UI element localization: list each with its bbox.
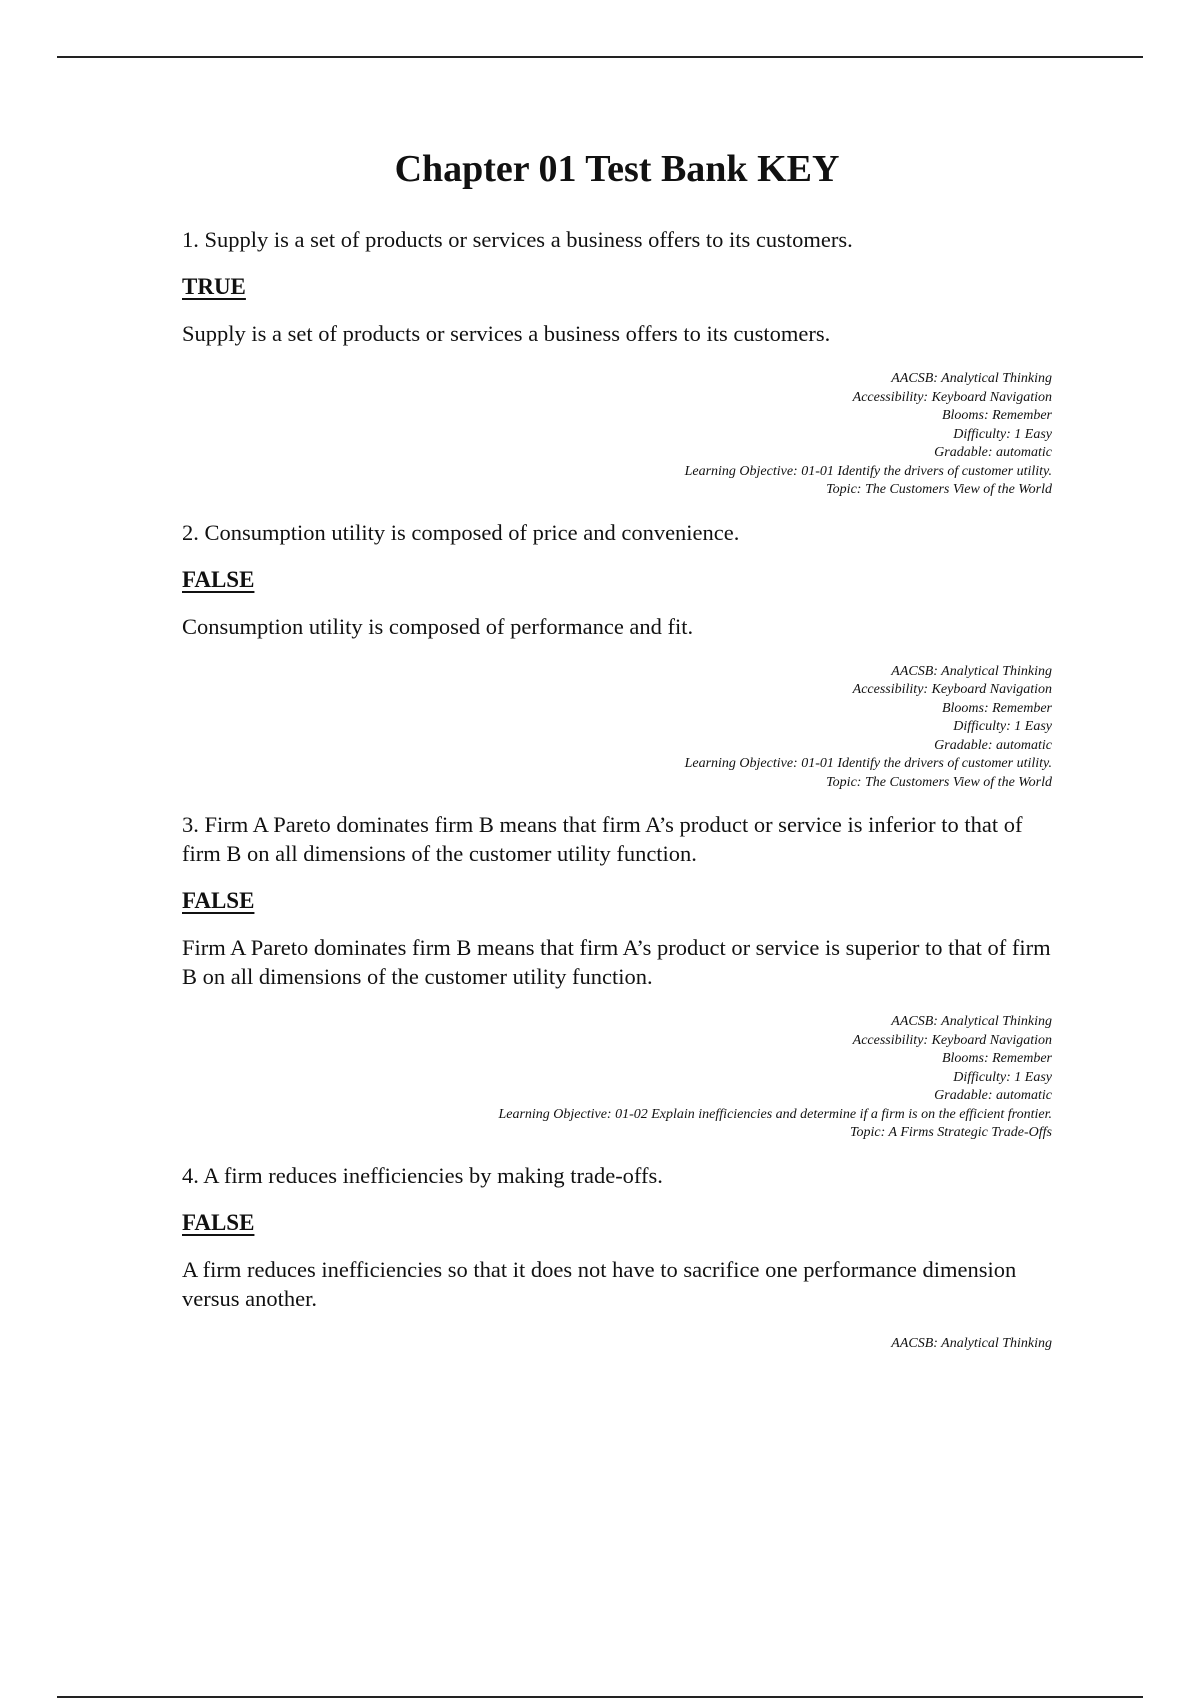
page-title: Chapter 01 Test Bank KEY (394, 148, 840, 190)
meta-accessibility: Accessibility: Keyboard Navigation (852, 1032, 1052, 1048)
meta-difficulty: Difficulty: 1 Easy (953, 426, 1052, 442)
meta-difficulty: Difficulty: 1 Easy (953, 719, 1052, 734)
meta-gradable: Gradable: automatic (934, 445, 1052, 460)
question-text: 3. Firm A Pareto dominates firm B means that firm A’s product or service is inferior to that of firm B on all dimensions of the customer utility function. (182, 812, 1023, 866)
question-text: 2. Consumption utility is composed of price and convenience. (182, 519, 740, 545)
meta-aacsb: AACSB: Analytical Thinking (891, 1335, 1052, 1351)
answer-label (182, 271, 1052, 303)
answer-value: FALSE (182, 1209, 255, 1235)
meta-gradable: Gradable: automatic (934, 737, 1052, 753)
question-metadata (182, 1013, 1052, 1143)
meta-accessibility: Accessibility: Keyboard Navigation (852, 682, 1052, 697)
explanation-text: Supply is a set of products or services a business offers to its customers. (182, 321, 831, 346)
answer-label (182, 885, 1052, 917)
meta-blooms: Blooms: Remember (941, 408, 1052, 423)
question-1 (182, 225, 1052, 500)
question-text: 1. Supply is a set of products or services a business offers to its customers. (182, 227, 853, 252)
meta-topic: Topic: The Customers View of the World (826, 774, 1052, 790)
meta-learning-objective: Learning Objective: 01-02 Explain inefficiencies and determine if a firm is on the efficient frontier. (498, 1106, 1052, 1122)
question-3 (182, 810, 1052, 1143)
explanation-text: Consumption utility is composed of performance and fit. (182, 613, 694, 639)
question-metadata (182, 370, 1052, 500)
meta-difficulty: Difficulty: 1 Easy (953, 1069, 1052, 1085)
question-metadata (182, 1335, 1052, 1354)
meta-blooms: Blooms: Remember (941, 700, 1052, 716)
question-text: 4. A firm reduces inefficiencies by making trade-offs. (182, 1162, 663, 1188)
question-2 (182, 518, 1052, 793)
explanation-text: A firm reduces inefficiencies so that it does not have to sacrifice one performance dimension versus another. (182, 1256, 1017, 1311)
question-metadata (182, 663, 1052, 793)
meta-topic: Topic: A Firms Strategic Trade-Offs (850, 1125, 1052, 1140)
answer-value: FALSE (182, 888, 255, 913)
meta-gradable: Gradable: automatic (934, 1088, 1052, 1103)
answer-label (182, 564, 1052, 596)
meta-learning-objective: Learning Objective: 01-01 Identify the drivers of customer utility. (684, 756, 1052, 771)
question-4 (182, 1161, 1052, 1354)
meta-learning-objective: Learning Objective: 01-01 Identify the drivers of customer utility. (684, 463, 1052, 479)
bottom-rule (57, 1696, 1143, 1698)
document-body (182, 138, 1052, 1371)
answer-value: TRUE (182, 274, 246, 299)
meta-aacsb: AACSB: Analytical Thinking (891, 1014, 1052, 1029)
explanation-text: Firm A Pareto dominates firm B means that firm A’s product or service is superior to that of firm B on all dimensions of the customer utility function. (182, 935, 1051, 989)
top-rule (57, 56, 1143, 58)
meta-accessibility: Accessibility: Keyboard Navigation (852, 389, 1052, 405)
meta-aacsb: AACSB: Analytical Thinking (891, 371, 1052, 386)
answer-label (182, 1207, 1052, 1239)
meta-blooms: Blooms: Remember (941, 1051, 1052, 1066)
answer-value: FALSE (182, 566, 255, 592)
meta-topic: Topic: The Customers View of the World (826, 482, 1052, 497)
meta-aacsb: AACSB: Analytical Thinking (891, 663, 1052, 679)
